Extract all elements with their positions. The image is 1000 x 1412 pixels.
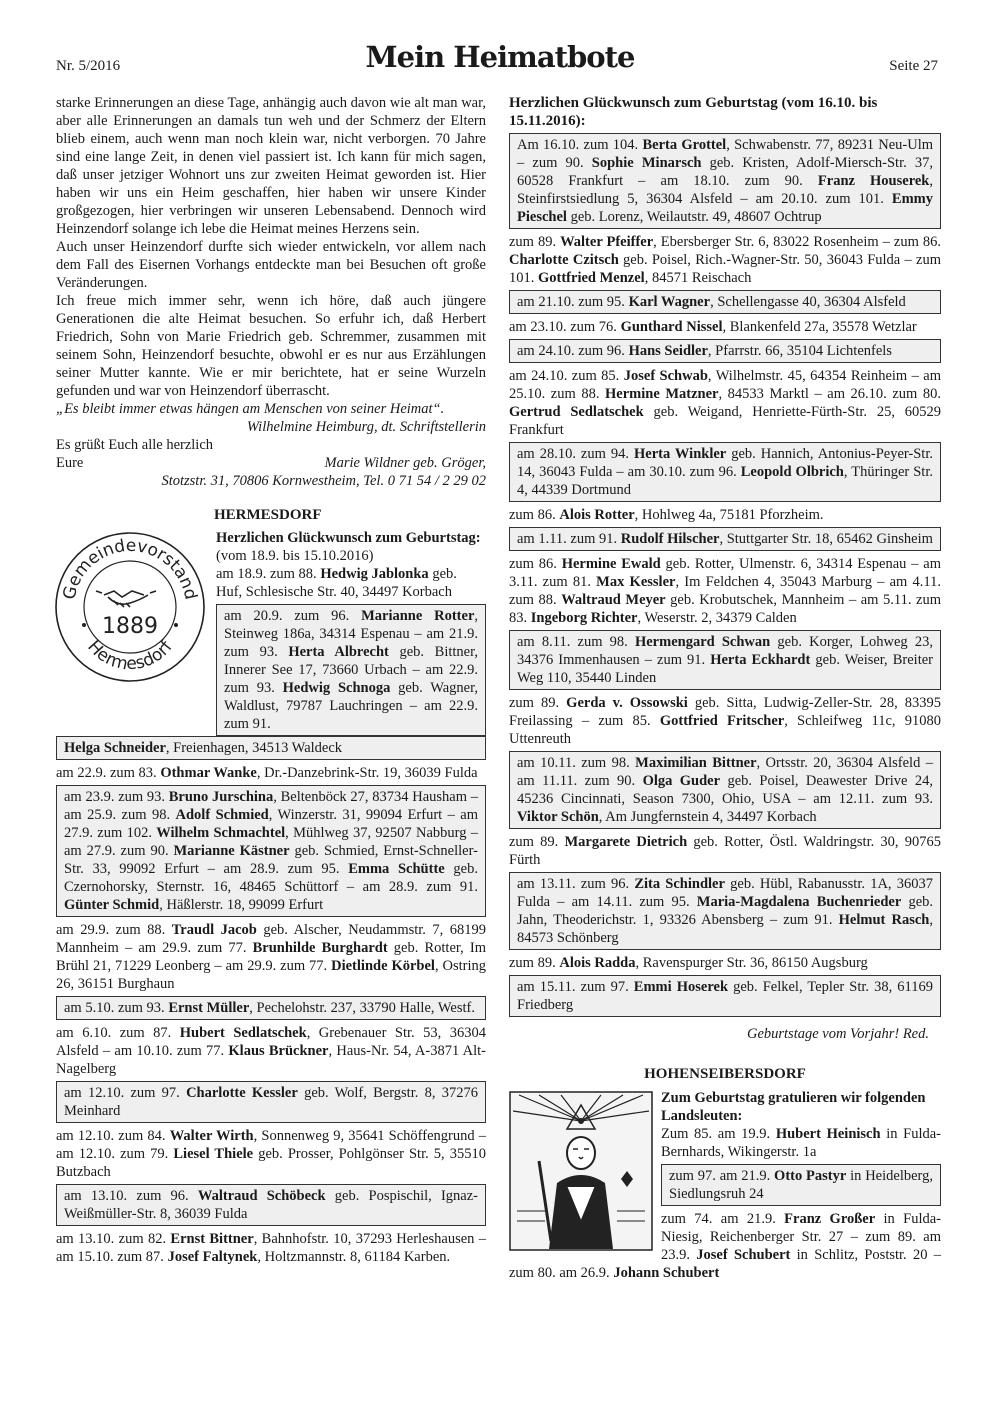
- birthday-box: am 10.11. zum 98. Maximilian Bittner, Ortsstr. 20, 36304 Alsfeld – am 11.11. zum 90. Olga Guder geb. Poisel, Deawester Drive 24, 45236 Cincinnati, Season 7300, Ohio, USA – am 12.11. zum 93. Viktor Schön, Am Jungfernstein 4, 34497 Korbach: [509, 751, 941, 829]
- seal-top-text: Gemeindevorstand: [59, 535, 201, 602]
- signature-address: Stotzstr. 31, 70806 Kornwestheim, Tel. 0 71 54 / 2 29 02: [161, 473, 486, 489]
- birthday-box: Helga Schneider, Freienhagen, 34513 Waldeck: [56, 736, 486, 760]
- birthday-paragraph: zum 74. am 21.9. Franz Großer in Fulda-Niesig, Reichenberger Str. 27 – zum 89. am 23.9. Josef Schubert in Schlitz, Poststr. 20 – zum 80. am 26.9. Johann Schubert: [509, 1211, 941, 1281]
- quote-author: Wilhelmine Heimburg, dt. Schriftstellerin: [246, 419, 486, 435]
- hermesdorf-entry-first: am 18.9. zum 88. Hedwig Jablonka geb. Huf, Schlesische Str. 40, 34497 Korbach: [216, 566, 457, 600]
- birthday-paragraph: zum 89. Margarete Dietrich geb. Rotter, Östl. Waldringstr. 30, 90765 Fürth: [509, 834, 941, 868]
- signature-name: Marie Wildner geb. Gröger,: [324, 455, 486, 471]
- birthday-box: am 23.9. zum 93. Bruno Jurschina, Beltenböck 27, 83734 Hausham – am 25.9. zum 98. Adolf Schmied, Winzerstr. 31, 99094 Erfurt – am 27.9. zum 102. Wilhelm Schmachtel, Mühlweg 37, 92507 Nabburg – am 27.9. zum 90. Marianne Kästner geb. Schmied, Ernst-Schneller-Str. 33, 99092 Erfurt – am 28.9. zum 95. Emma Schütte geb. Czernohorsky, Sternstr. 16, 48465 Schüttorf – am 28.9. zum 91. Günter Schmid, Häßlerstr. 18, 99099 Erfurt: [56, 785, 486, 917]
- birthday-paragraph: am 23.10. zum 76. Gunthard Nissel, Blankenfeld 27a, 35578 Wetzlar: [509, 319, 917, 335]
- issue-number: Nr. 5/2016: [56, 58, 121, 74]
- hermesdorf-seal-logo: [52, 529, 208, 685]
- signature-line: [56, 454, 486, 472]
- editor-note: Geburtstage vom Vorjahr! Red.: [746, 1026, 929, 1042]
- hermesdorf-congrats-heading: Herzlichen Glückwunsch zum Geburtstag: (vom 18.9. bis 15.10.2016): [216, 530, 481, 564]
- hohenseibersdorf-congrats-heading: Zum Geburtstag gratulieren wir folgenden Landsleuten:: [661, 1090, 926, 1124]
- seal-bottom-text: Hermesdorf: [83, 636, 177, 675]
- birthday-paragraph: am 6.10. zum 87. Hubert Sedlatschek, Grebenauer Str. 53, 36304 Alsfeld – am 10.10. zum 77. Klaus Brückner, Haus-Nr. 54, A-3871 Alt-Nagelberg: [56, 1025, 487, 1077]
- birthday-box: am 13.11. zum 96. Zita Schindler geb. Hübl, Rabanusstr. 1A, 36037 Fulda – am 14.11. zum 95. Maria-Magdalena Buchenrieder geb. Jahn, Theoderichstr. 1, 93326 Abensberg – zum 91. Helmut Rasch, 84573 Schönberg: [509, 872, 941, 950]
- intro-paragraph-3: Ich freue mich immer sehr, wenn ich höre, daß auch jüngere Generationen die alte Heimat besuchen. So erfuhr ich, daß Herbert Friedrich, Sohn von Marie Friedrich geb. Schremmer, zusammen mit seinem Sohn, Heinzendorf besuchte, obwohl er es nur aus Erzählungen seiner Mutter kannte. Wie er mir berichtete, hat er seine Wurzeln gefunden und war von Heinzendorf überrascht.: [56, 293, 486, 399]
- birthday-paragraph: am 22.9. zum 83. Othmar Wanke, Dr.-Danzebrink-Str. 19, 36039 Fulda: [56, 765, 478, 781]
- hohenseibersdorf-title: HOHENSEIBERSDORF: [644, 1066, 806, 1082]
- intro-paragraph-1: starke Erinnerungen an diese Tage, anhängig auch davon wie alt man war, aber alle Erinnerungen an damals tun weh und der Schmerz der Eltern blieb einem, auch wenn man noch klein war, nicht verborgen. 70 Jahre sind eine lange Zeit, in denen viel passiert ist. Ich kann für mich sagen, daß unser jetziger Wohnort uns zur zweiten Heimat geworden ist. Hier haben wir uns ein Heim geschaffen, hier haben wir unsere Kinder großgezogen, hier verbringen wir unseren Lebensabend. Dennoch wird Heinzendorf solange ich lebe die Heimat meines Herzens sein.: [56, 95, 486, 237]
- birthday-paragraph: am 24.10. zum 85. Josef Schwab, Wilhelmstr. 45, 64354 Reinheim – am 25.10. zum 88. Hermine Matzner, 84533 Marktl – am 26.10. zum 80. Gertrud Sedlatschek geb. Weigand, Henriette-Fürth-Str. 25, 60529 Frankfurt: [509, 368, 942, 438]
- birthday-box: am 1.11. zum 91. Rudolf Hilscher, Stuttgarter Str. 18, 65462 Ginsheim: [509, 527, 941, 551]
- birthday-box: am 20.9. zum 96. Marianne Rotter, Steinweg 186a, 34314 Espenau – am 21.9. zum 93. Herta Albrecht geb. Bittner, Innerer See 17, 73660 Urbach – am 22.9. zum 93. Hedwig Schnoga geb. Wagner, Waldlust, 79787 Lauchringen – am 22.9. zum 91.: [216, 604, 486, 736]
- birthday-box: am 15.11. zum 97. Emmi Hoserek geb. Felkel, Tepler Str. 38, 61169 Friedberg: [509, 975, 941, 1017]
- seal-year: 1889: [102, 614, 158, 639]
- birthday-paragraph: am 12.10. zum 84. Walter Wirth, Sonnenweg 9, 35641 Schöffengrund – am 12.10. zum 79. Liesel Thiele geb. Prosser, Pohlgönser Str. 5, 35510 Butzbach: [56, 1128, 486, 1180]
- intro-paragraph-2: Auch unser Heinzendorf durfte sich wieder entwickeln, vor allem nach dem Fall des Eisernen Vorhangs entdeckte man bei Besuchen oft große Veränderungen.: [56, 239, 486, 291]
- quote: „Es bleibt immer etwas hängen am Menschen von seiner Heimat“.: [56, 401, 445, 417]
- birthday-box: am 8.11. zum 98. Hermengard Schwan geb. Korger, Lohweg 23, 34376 Immenhausen – zum 91. Herta Eckhardt geb. Weiser, Breiter Weg 110, 35440 Linden: [509, 630, 941, 690]
- hermesdorf-title: HERMESDORF: [214, 507, 322, 523]
- greeting: Es grüßt Euch alle herzlich: [56, 437, 214, 453]
- birthday-box: am 12.10. zum 97. Charlotte Kessler geb. Wolf, Bergstr. 8, 37276 Meinhard: [56, 1081, 486, 1123]
- birthday-paragraph: zum 89. Alois Radda, Ravenspurger Str. 36, 86150 Augsburg: [509, 955, 868, 971]
- birthday-box: am 21.10. zum 95. Karl Wagner, Schellengasse 40, 36304 Alsfeld: [509, 290, 941, 314]
- birthday-box: am 28.10. zum 94. Herta Winkler geb. Hannich, Antonius-Peyer-Str. 14, 36043 Fulda – am 30.10. zum 96. Leopold Olbrich, Thüringer Str. 4, 44339 Dortmund: [509, 442, 941, 502]
- svg-text:Hermesdorf: [83, 637, 177, 675]
- handshake-icon: [96, 591, 156, 607]
- birthday-paragraph: Zum 85. am 19.9. Hubert Heinisch in Fulda-Bernhards, Wikingerstr. 1a: [661, 1126, 941, 1160]
- masthead-logo: Mein Heimatbote: [365, 40, 635, 74]
- birthday-box: am 5.10. zum 93. Ernst Müller, Pechelohstr. 237, 33790 Halle, Westf.: [56, 996, 486, 1020]
- signature-eure: Eure: [56, 455, 84, 471]
- birthday-box: zum 97. am 21.9. Otto Pastyr in Heidelberg, Siedlungsruh 24: [661, 1164, 941, 1206]
- birthday-box: Am 16.10. zum 104. Berta Grottel, Schwabenstr. 77, 89231 Neu-Ulm – zum 90. Sophie Minarsch geb. Kristen, Adolf-Miersch-Str. 37, 60528 Frankfurt – am 18.10. zum 90. Franz Houserek, Steinfirstsiedlung 5, 36304 Alsfeld – am 20.10. zum 101. Emmy Pieschel geb. Lorenz, Weilautstr. 49, 48607 Ochtrup: [509, 133, 941, 229]
- right-congrats-heading: Herzlichen Glückwunsch zum Geburtstag (vom 16.10. bis 15.11.2016):: [509, 95, 878, 129]
- birthday-paragraph: zum 89. Gerda v. Ossowski geb. Sitta, Ludwig-Zeller-Str. 28, 83395 Freilassing – zum 85. Gottfried Fritscher, Schleifweg 11c, 91080 Uttenreuth: [509, 695, 941, 747]
- woodcut-saint-illustration: [509, 1091, 653, 1251]
- left-column: [56, 94, 486, 1266]
- birthday-paragraph: zum 86. Hermine Ewald geb. Rotter, Ulmenstr. 6, 34314 Espenau – am 3.11. zum 81. Max Kessler, Im Feldchen 4, 35043 Marburg – am 4.11. zum 88. Waltraud Meyer geb. Krobutschek, Mannheim – am 5.11. zum 83. Ingeborg Richter, Weserstr. 2, 34379 Calden: [509, 556, 941, 626]
- page-number: Seite 27: [889, 58, 938, 74]
- birthday-box: am 13.10. zum 96. Waltraud Schöbeck geb. Pospischil, Ignaz-Weißmüller-Str. 8, 36039 Fulda: [56, 1184, 486, 1226]
- birthday-paragraph: zum 86. Alois Rotter, Hohlweg 4a, 75181 Pforzheim.: [509, 507, 824, 523]
- birthday-paragraph: am 13.10. zum 82. Ernst Bittner, Bahnhofstr. 10, 37293 Herleshausen – am 15.10. zum 87. Josef Faltynek, Holtzmannstr. 8, 61184 Karben.: [56, 1231, 486, 1265]
- birthday-paragraph: am 29.9. zum 88. Traudl Jacob geb. Alscher, Neudammstr. 7, 68199 Mannheim – am 29.9. zum 77. Brunhilde Burghardt geb. Rotter, Im Brühl 21, 71229 Leonberg – am 29.9. zum 77. Dietlinde Körbel, Ostring 26, 36151 Burghaun: [56, 922, 486, 992]
- right-column: [509, 94, 941, 1282]
- birthday-box: am 24.10. zum 96. Hans Seidler, Pfarrstr. 66, 35104 Lichtenfels: [509, 339, 941, 363]
- birthday-paragraph: zum 89. Walter Pfeiffer, Ebersberger Str. 6, 83022 Rosenheim – zum 86. Charlotte Czitsch geb. Poisel, Rich.-Wagner-Str. 50, 36043 Fulda – zum 101. Gottfried Menzel, 84571 Reischach: [509, 234, 941, 286]
